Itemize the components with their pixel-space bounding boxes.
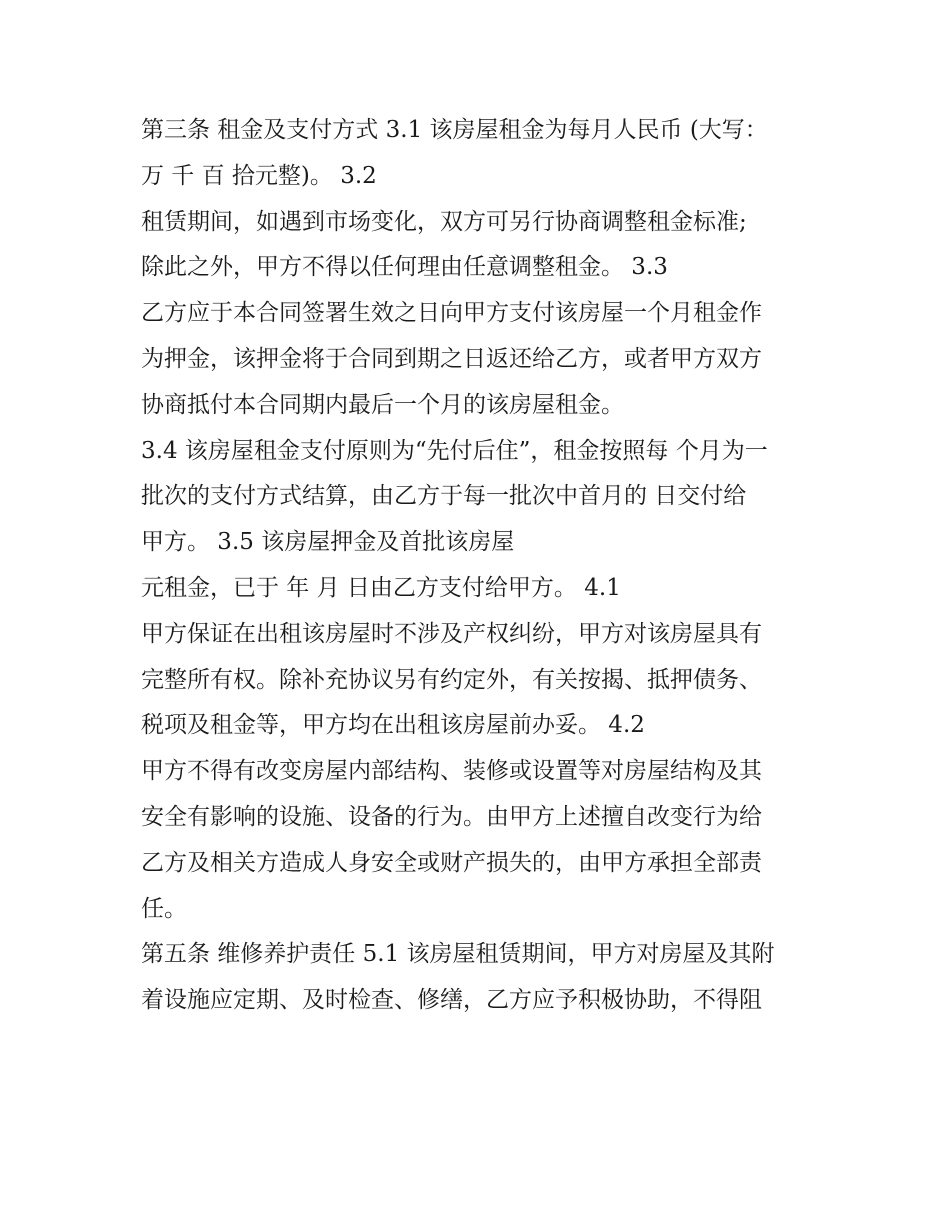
text-line-4: 除此之外，甲方不得以任何理由任意调整租金。 3.3	[141, 254, 668, 281]
text-line-16: 安全有影响的设施、设备的行为。由甲方上述擅自改变行为给	[141, 803, 762, 830]
text-line-19: 第五条 维修养护责任 5.1 该房屋租赁期间，甲方对房屋及其附	[141, 941, 775, 968]
text-line-13: 完整所有权。除补充协议另有约定外，有关按揭、抵押债务、	[141, 666, 762, 693]
text-line-8: 3.4 该房屋租金支付原则为“先付后住”，租金按照每 个月为一	[141, 437, 768, 464]
text-line-10: 甲方。 3.5 该房屋押金及首批该房屋	[141, 529, 515, 556]
text-line-14: 税项及租金等，甲方均在出租该房屋前办妥。 4.2	[141, 712, 645, 739]
text-line-7: 协商抵付本合同期内最后一个月的该房屋租金。	[141, 391, 624, 418]
text-line-5: 乙方应于本合同签署生效之日向甲方支付该房屋一个月租金作	[141, 300, 762, 327]
text-line-6: 为押金，该押金将于合同到期之日返还给乙方，或者甲方双方	[141, 345, 762, 372]
contract-text	[141, 108, 821, 1024]
text-line-15: 甲方不得有改变房屋内部结构、装修或设置等对房屋结构及其	[141, 758, 762, 785]
text-line-1: 第三条 租金及支付方式 3.1 该房屋租金为每月人民币 (大写：	[141, 117, 768, 143]
text-line-9: 批次的支付方式结算，由乙方于每一批次中首月的 日交付给	[141, 483, 747, 510]
text-line-18: 任。	[141, 895, 187, 922]
text-line-3: 租赁期间，如遇到市场变化，双方可另行协商调整租金标准;	[141, 208, 747, 235]
text-line-12: 甲方保证在出租该房屋时不涉及产权纠纷，甲方对该房屋具有	[141, 620, 762, 647]
text-line-17: 乙方及相关方造成人身安全或财产损失的，由甲方承担全部责	[141, 849, 762, 876]
text-line-11: 元租金，已于 年 月 日由乙方支付给甲方。 4.1	[141, 574, 621, 601]
text-line-2: 万 千 百 拾元整)。 3.2	[141, 162, 377, 189]
text-line-20: 着设施应定期、及时检查、修缮，乙方应予积极协助，不得阻	[141, 987, 762, 1014]
